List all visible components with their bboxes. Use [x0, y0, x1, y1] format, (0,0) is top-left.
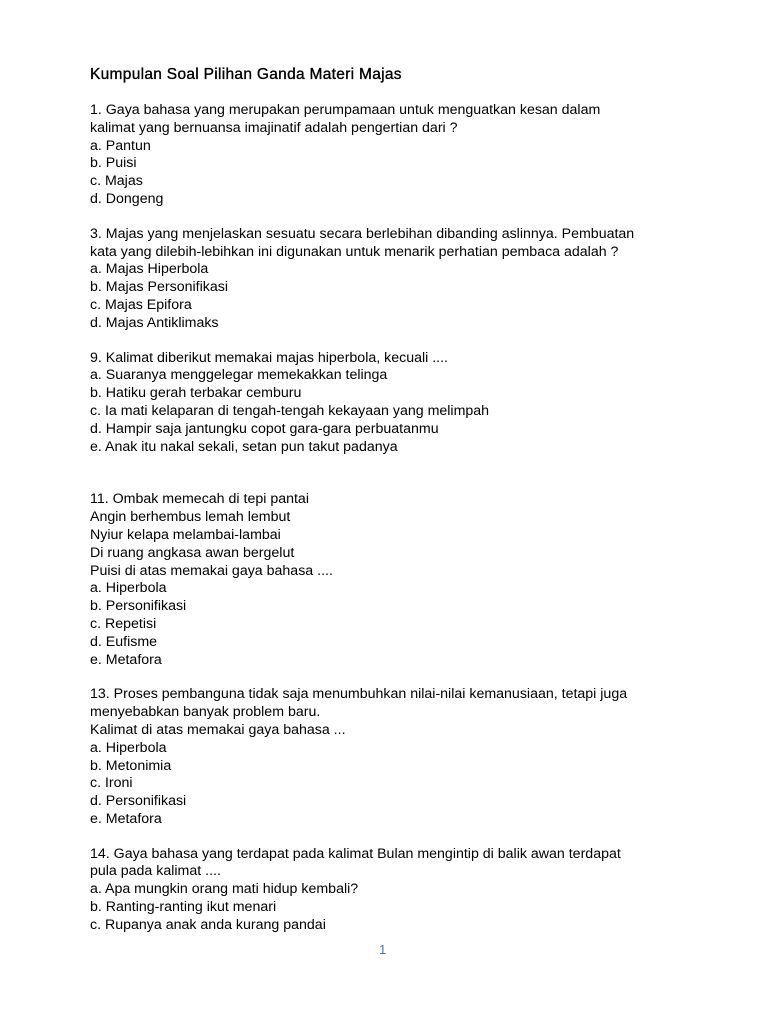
question-3 — [90, 226, 690, 333]
option-e: e. Anak itu nakal sekali, setan pun takut padanya — [90, 438, 398, 455]
option-d: d. Personifikasi — [90, 793, 187, 810]
question-text-line: Angin berhembus lemah lembut — [90, 509, 291, 526]
option-a: a. Hiperbola — [90, 580, 167, 597]
option-d: d. Dongeng — [90, 190, 164, 207]
option-b: b. Hatiku gerah terbakar cemburu — [90, 385, 302, 402]
question-text-line: 3. Majas yang menjelaskan sesuatu secara berlebihan dibanding aslinnya. Pembuatan — [90, 225, 635, 242]
document-title: Kumpulan Soal Pilihan Ganda Materi Majas — [90, 66, 402, 83]
question-9 — [90, 350, 690, 457]
question-text-line: pula pada kalimat .... — [90, 863, 221, 880]
option-c: c. Repetisi — [90, 615, 157, 632]
question-1 — [90, 102, 690, 209]
option-e: e. Metafora — [90, 810, 162, 827]
question-text-line: 13. Proses pembanguna tidak saja menumbuhkan nilai-nilai kemanusiaan, tetapi juga — [90, 686, 628, 703]
question-14 — [90, 846, 690, 935]
question-text-line: kata yang dilebih-lebihkan ini digunakan untuk menarik perhatian pembaca adalah ? — [90, 243, 619, 260]
question-text-line: Nyiur kelapa melambai-lambai — [90, 526, 281, 543]
question-text-line: 11. Ombak memecah di tepi pantai — [90, 491, 309, 508]
question-text-line: 1. Gaya bahasa yang merupakan perumpamaan untuk menguatkan kesan dalam — [90, 102, 601, 118]
option-d: d. Majas Antiklimaks — [90, 314, 219, 331]
question-text-line: Kalimat di atas memakai gaya bahasa ... — [90, 721, 346, 738]
option-b: b. Puisi — [90, 155, 137, 172]
option-e: e. Metafora — [90, 651, 162, 668]
option-b: b. Personifikasi — [90, 598, 187, 615]
option-c: c. Rupanya anak anda kurang pandai — [90, 916, 326, 933]
question-text-line: 9. Kalimat diberikut memakai majas hiperbola, kecuali .... — [90, 349, 448, 366]
option-d: d. Hampir saja jantungku copot gara-gara perbuatanmu — [90, 420, 439, 437]
question-text-line: Di ruang angkasa awan bergelut — [90, 544, 295, 561]
option-c: c. Ironi — [90, 775, 133, 792]
option-c: c. Ia mati kelaparan di tengah-tengah kekayaan yang melimpah — [90, 402, 490, 419]
option-a: a. Pantun — [90, 137, 151, 154]
option-a: a. Suaranya menggelegar memekakkan telinga — [90, 367, 388, 384]
question-text-line: 14. Gaya bahasa yang terdapat pada kalimat Bulan mengintip di balik awan terdapat — [90, 845, 621, 862]
option-a: a. Majas Hiperbola — [90, 261, 209, 278]
option-c: c. Majas — [90, 173, 143, 190]
option-a: a. Apa mungkin orang mati hidup kembali? — [90, 881, 359, 898]
document-page — [90, 64, 690, 952]
option-b: b. Ranting-ranting ikut menari — [90, 899, 277, 916]
question-text-line: Puisi di atas memakai gaya bahasa .... — [90, 562, 333, 579]
page-number: 1 — [379, 942, 387, 957]
option-a: a. Hiperbola — [90, 739, 167, 756]
question-text-line: kalimat yang bernuansa imajinatif adalah pengertian dari ? — [90, 119, 458, 136]
question-13 — [90, 686, 690, 828]
question-text-line: menyebabkan banyak problem baru. — [90, 704, 321, 721]
option-c: c. Majas Epifora — [90, 296, 192, 313]
option-b: b. Metonimia — [90, 757, 172, 774]
option-d: d. Eufisme — [90, 633, 158, 650]
option-b: b. Majas Personifikasi — [90, 279, 228, 296]
question-11 — [90, 491, 690, 669]
